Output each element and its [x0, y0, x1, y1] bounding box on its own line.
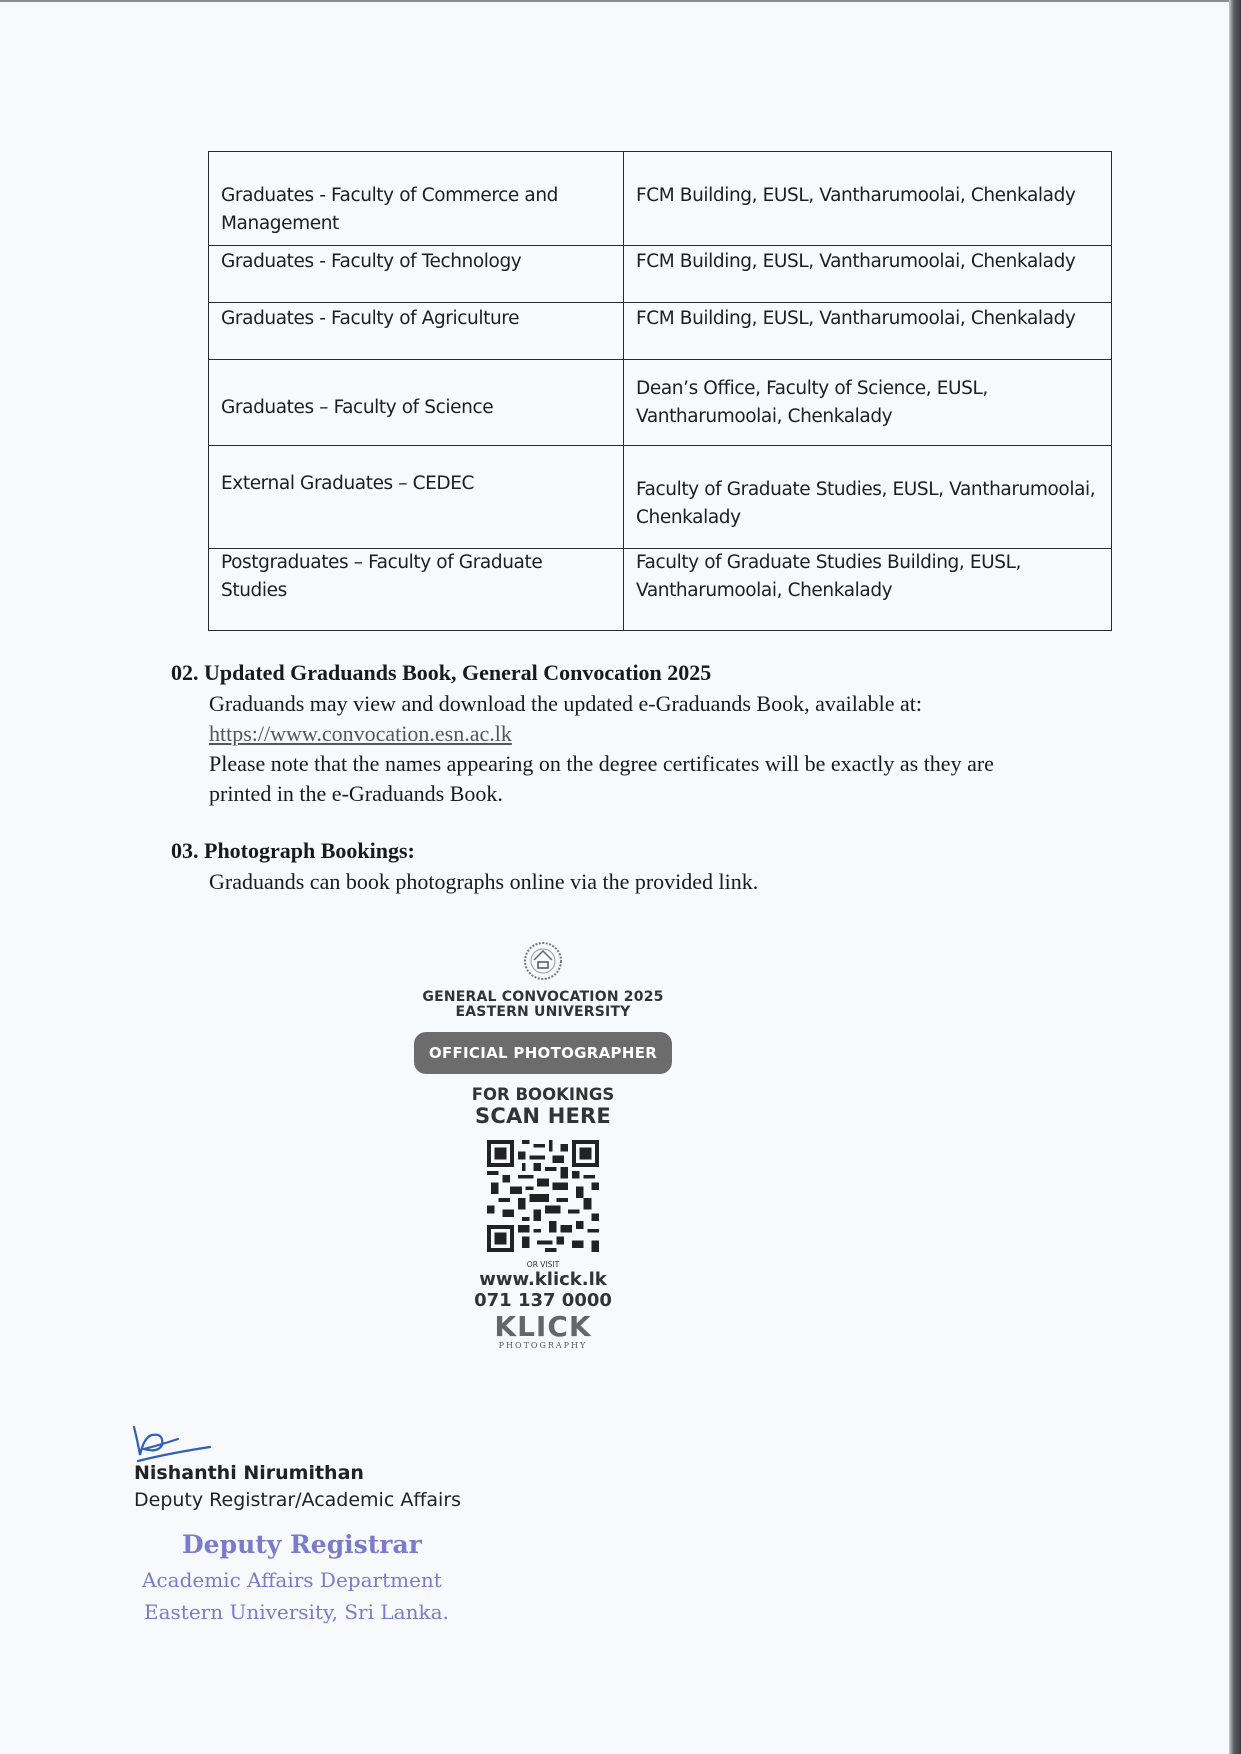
body-line: Please note that the names appearing on the degree certificates will be exactly as they are — [209, 751, 994, 776]
section-2-body — [209, 689, 994, 809]
table-row — [209, 246, 1112, 303]
stamp-line-2: Academic Affairs Department — [142, 1568, 442, 1592]
table-cell-venue: FCM Building, EUSL, Vantharumoolai, Chenkalady — [624, 246, 1112, 303]
table-cell-category: Postgraduates – Faculty of Graduate Studies — [209, 549, 624, 631]
signatory-name: Nishanthi Nirumithan — [134, 1462, 364, 1484]
table-row — [209, 549, 1112, 631]
scan-edge-top — [0, 0, 1241, 2]
section-title: Updated Graduands Book, General Convocation 2025 — [204, 660, 712, 685]
klick-logo-subtitle: PHOTOGRAPHY — [498, 1341, 588, 1350]
signatory-title: Deputy Registrar/Academic Affairs — [134, 1489, 462, 1511]
table-cell-venue: Dean’s Office, Faculty of Science, EUSL, Vantharumoolai, Chenkalady — [624, 360, 1112, 446]
photographer-poster — [410, 940, 676, 1350]
section-number: 02. — [171, 660, 199, 685]
table-cell-venue: Faculty of Graduate Studies, EUSL, Vantharumoolai, Chenkalady — [624, 446, 1112, 549]
section-number: 03. — [171, 838, 199, 863]
table-cell-category: Graduates - Faculty of Agriculture — [209, 303, 624, 360]
table-row — [209, 152, 1112, 246]
official-photographer-badge: OFFICIAL PHOTOGRAPHER — [414, 1032, 672, 1074]
table-row — [209, 360, 1112, 446]
signature-icon — [130, 1425, 220, 1465]
klick-website: www.klick.lk — [479, 1269, 607, 1290]
poster-line-2: EASTERN UNIVERSITY — [455, 1004, 631, 1020]
table-row — [209, 303, 1112, 360]
klick-phone: 071 137 0000 — [474, 1290, 612, 1311]
booking-qr-code-icon[interactable] — [487, 1140, 599, 1252]
table-cell-venue: FCM Building, EUSL, Vantharumoolai, Chenkalady — [624, 152, 1112, 246]
scan-here-label: SCAN HERE — [475, 1104, 611, 1128]
stamp-line-3: Eastern University, Sri Lanka. — [144, 1600, 449, 1624]
table-row — [209, 446, 1112, 549]
section-title: Photograph Bookings: — [204, 838, 415, 863]
body-line: Graduands can book photographs online via the provided link. — [209, 869, 759, 894]
table-cell-category: External Graduates – CEDEC — [209, 446, 624, 549]
body-line: Graduands may view and download the updated e-Graduands Book, available at: — [209, 691, 922, 716]
poster-line-1: GENERAL CONVOCATION 2025 — [422, 989, 664, 1005]
university-seal-icon — [522, 940, 564, 982]
or-visit-label: OR VISIT — [526, 1260, 560, 1269]
scan-edge-right — [1229, 0, 1241, 1754]
table-cell-category: Graduates – Faculty of Science — [209, 360, 624, 446]
stamp-line-1: Deputy Registrar — [182, 1530, 422, 1559]
section-2-heading — [171, 660, 711, 686]
klick-logo: KLICK — [494, 1310, 592, 1343]
body-line: printed in the e-Graduands Book. — [209, 781, 503, 806]
table-cell-category: Graduates - Faculty of Commerce and Management — [209, 152, 624, 246]
table-cell-venue: FCM Building, EUSL, Vantharumoolai, Chenkalady — [624, 303, 1112, 360]
venue-table — [208, 151, 1112, 631]
section-3-body — [209, 867, 758, 897]
for-bookings-label: FOR BOOKINGS — [471, 1085, 615, 1104]
table-cell-category: Graduates - Faculty of Technology — [209, 246, 624, 303]
section-3-heading — [171, 838, 415, 864]
convocation-link[interactable]: https://www.convocation.esn.ac.lk — [209, 721, 512, 746]
table-cell-venue: Faculty of Graduate Studies Building, EUSL, Vantharumoolai, Chenkalady — [624, 549, 1112, 631]
